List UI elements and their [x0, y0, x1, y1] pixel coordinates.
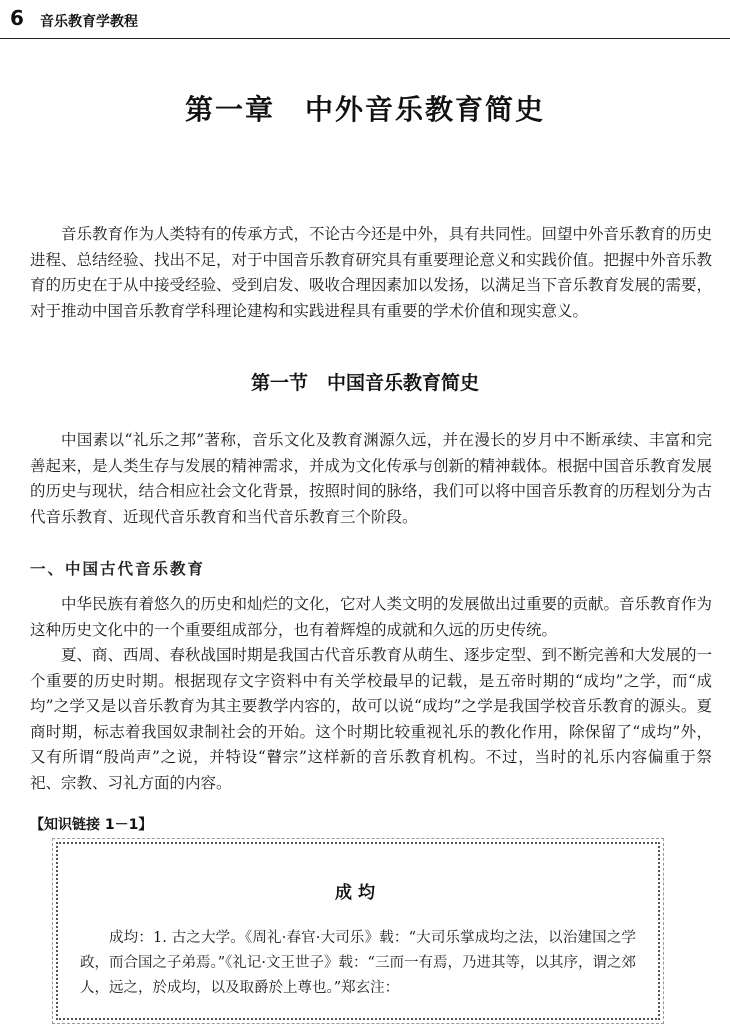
knowledge-link-label: 【知识链接 1－1】 — [30, 817, 153, 833]
section-title: 第一节 中国音乐教育简史 — [250, 372, 479, 394]
page-number: 6 — [10, 6, 24, 30]
knowledge-link-text: 成均：1. 古之大学。《周礼·春官·大司乐》载：“大司乐掌成均之法，以治建国之学政，而合国之子弟焉。”《礼记·文王世子》载：“三而一有焉，乃进其等，以其序，谓之郊人，远之，於成均，以及取爵於上尊也。”郑玄注： — [80, 930, 636, 996]
knowledge-link-box — [56, 842, 660, 1020]
chapter-intro-paragraph: 音乐教育作为人类特有的传承方式，不论古今还是中外，具有共同性。回望中外音乐教育的历史进程、总结经验、找出不足，对于中国音乐教育研究具有重要理论意义和实践价值。把握中外音乐教育的历史在于从中接受经验、受到启发、吸收合理因素加以发扬，以满足当下音乐教育发展的需要，对于推动中国音乐教育学科理论建构和实践进程具有重要的学术价值和现实意义。 — [30, 225, 713, 320]
subsection-paragraph-2: 夏、商、西周、春秋战国时期是我国古代音乐教育从萌生、逐步定型、到不断完善和大发展的一个重要的历史时期。根据现存文字资料中有关学校最早的记载，是五帝时期的“成均”之学，而“成均”之学又是以音乐教育为其主要教学内容的，故可以说“成均”之学是我国学校音乐教育的源头。夏商时期，标志着我国奴隶制社会的开始。这个时期比较重视礼乐的教化作用，除保留了“成均”外，又有所谓“殷尚声”之说，并特设“瞽宗”这样新的音乐教育机构。不过，当时的礼乐内容偏重于祭祀、宗教、习礼方面的内容。 — [30, 646, 713, 792]
subsection-heading: 一、中国古代音乐教育 — [30, 560, 206, 578]
page-header — [0, 0, 730, 42]
chapter-title: 第一章 中外音乐教育简史 — [184, 93, 545, 126]
running-title: 音乐教育学教程 — [40, 14, 138, 30]
subsection-paragraph-1: 中华民族有着悠久的历史和灿烂的文化，它对人类文明的发展做出过重要的贡献。音乐教育作为这种历史文化中的一个重要组成部分，也有着辉煌的成就和久远的历史传统。 — [30, 595, 713, 639]
header-rule — [0, 38, 730, 39]
section-intro-paragraph: 中国素以“礼乐之邦”著称，音乐文化及教育渊源久远，并在漫长的岁月中不断承续、丰富和完善起来，是人类生存与发展的精神需求，并成为文化传承与创新的精神载体。根据中国音乐教育发展的历史与现状，结合相应社会文化背景，按照时间的脉络，我们可以将中国音乐教育的历程划分为古代音乐教育、近现代音乐教育和当代音乐教育三个阶段。 — [30, 431, 713, 526]
knowledge-link-title: 成均 — [335, 883, 381, 903]
